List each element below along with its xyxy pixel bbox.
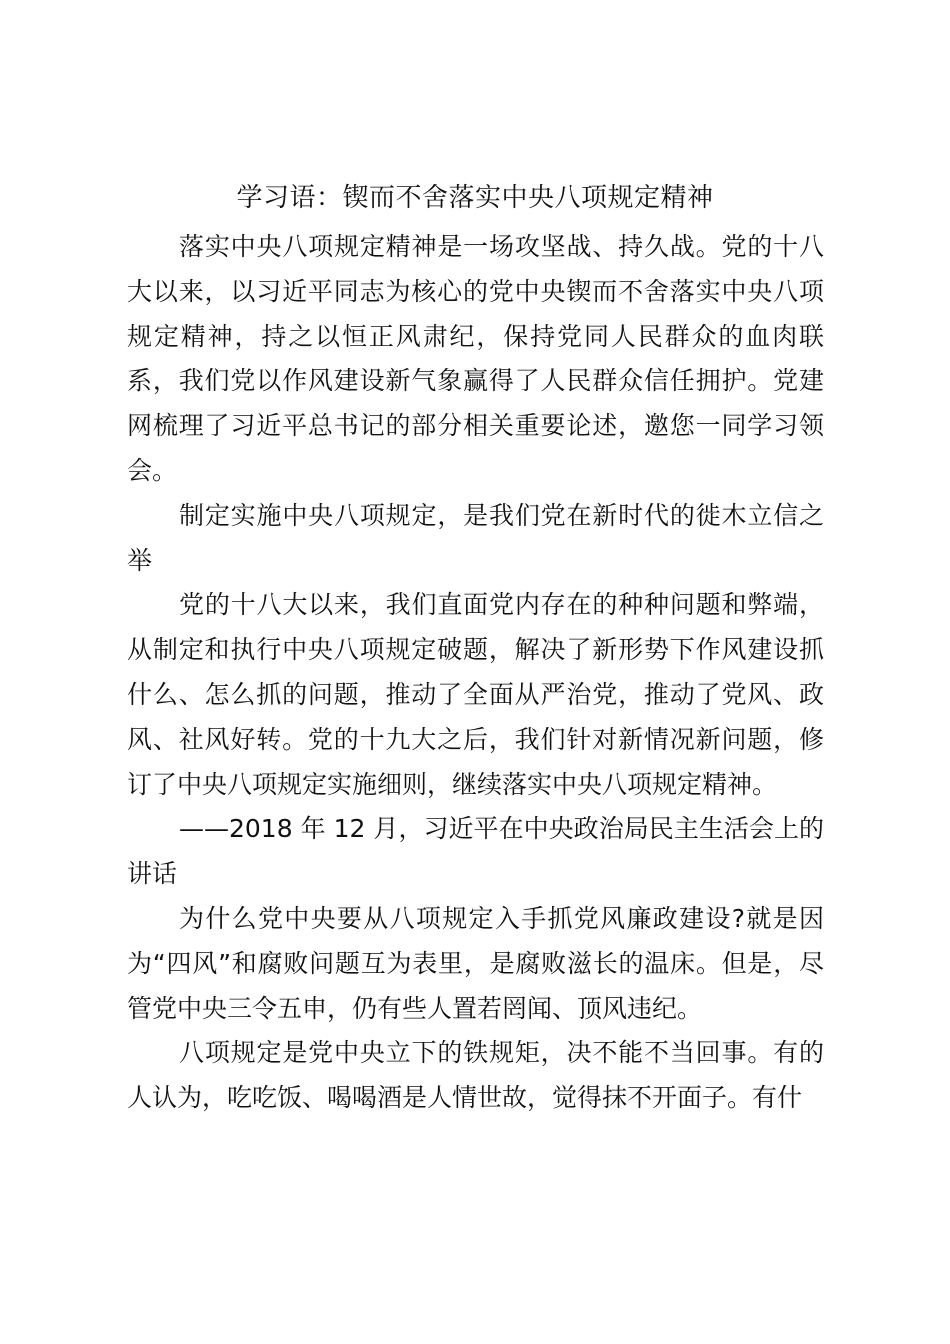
paragraph-source: ——2018 年 12 月，习近平在中央政治局民主生活会上的讲话 <box>127 814 824 889</box>
paragraph-quote: 党的十八大以来，我们直面党内存在的种种问题和弊端，从制定和执行中央八项规定破题，解决了新形势下作风建设抓什么、怎么抓的问题，推动了全面从严治党，推动了党风、政风、社风好转。党的十九大之后，我们针对新情况新问题，修订了中央八项规定实施细则，继续落实中央八项规定精神。 <box>127 590 824 799</box>
paragraph-section-heading: 制定实施中央八项规定，是我们党在新时代的徙木立信之举 <box>127 500 824 575</box>
paragraph-why: 为什么党中央要从八项规定入手抓党风廉政建设?就是因为“四风”和腐败问题互为表里，是腐败滋长的温床。但是，尽管党中央三令五申，仍有些人置若罔闻、顶风违纪。 <box>127 903 824 1023</box>
document-title: 学习语：锲而不舍落实中央八项规定精神 <box>236 183 714 213</box>
paragraph-intro: 落实中央八项规定精神是一场攻坚战、持久战。党的十八大以来，以习近平同志为核心的党中央锲而不舍落实中央八项规定精神，持之以恒正风肃纪，保持党同人民群众的血肉联系，我们党以作风建设新气象赢得了人民群众信任拥护。党建网梳理了习近平总书记的部分相关重要论述，邀您一同学习领会。 <box>127 232 824 485</box>
document-body <box>127 225 824 1121</box>
paragraph-rules: 八项规定是党中央立下的铁规矩，决不能不当回事。有的人认为，吃吃饭、喝喝酒是人情世故，觉得抹不开面子。有什 <box>127 1038 824 1113</box>
